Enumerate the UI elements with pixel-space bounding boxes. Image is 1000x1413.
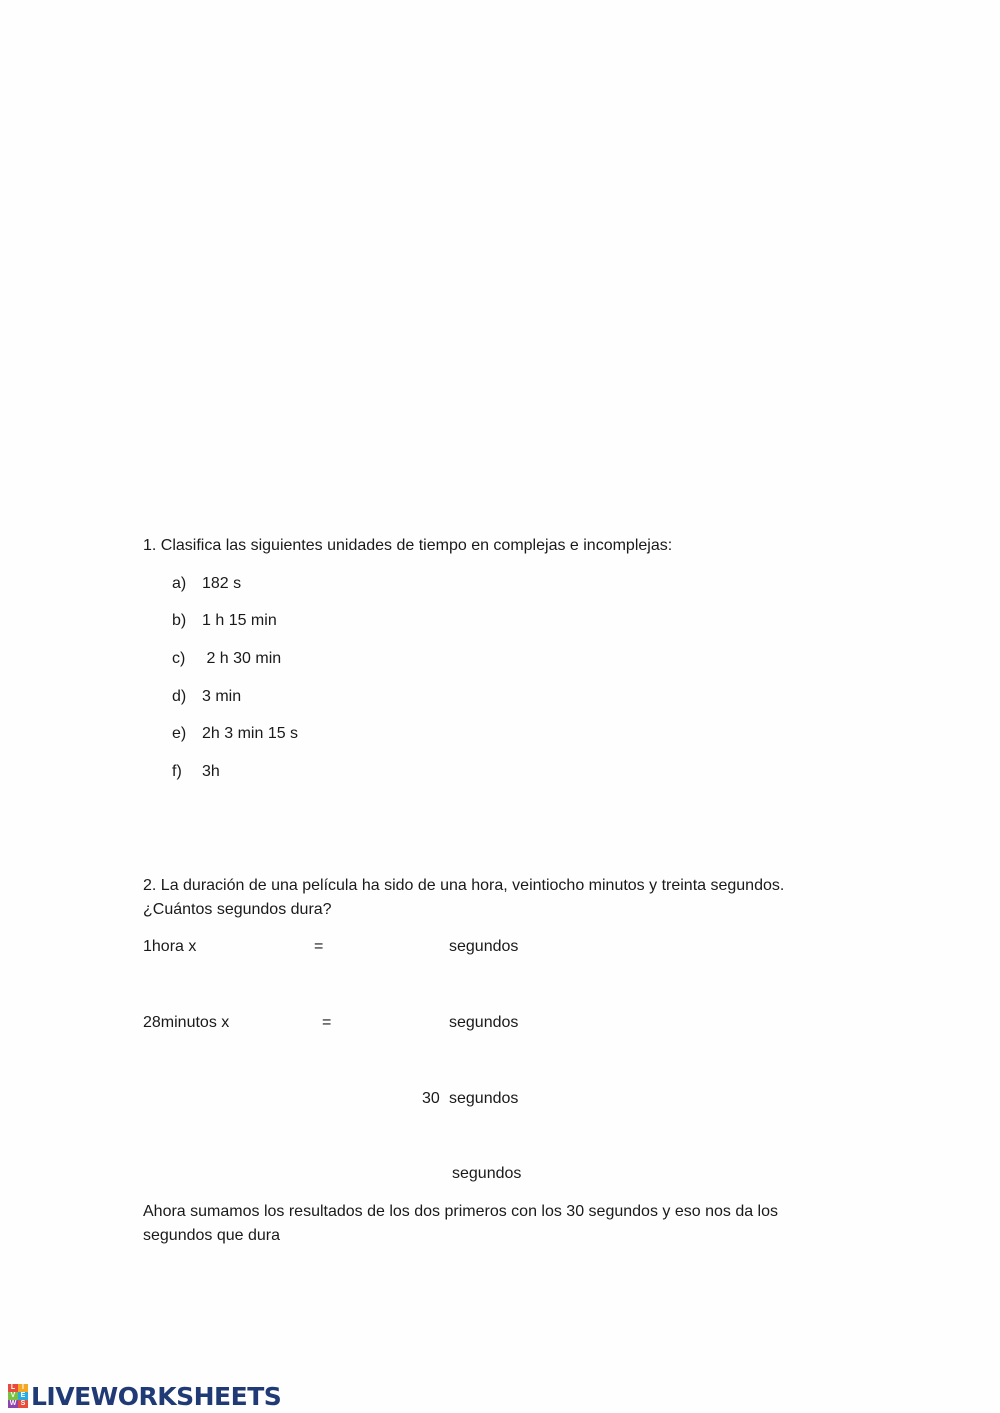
item-text: 3h <box>202 763 220 780</box>
logo-icon-cell: W <box>9 1400 17 1407</box>
liveworksheets-logo[interactable] <box>8 1381 281 1411</box>
question-2-prompt-line-1: 2. La duración de una película ha sido de una hora, veintiocho minutos y treinta segundos. <box>143 877 785 894</box>
logo-icon-cell: S <box>18 1400 28 1408</box>
minutes-label: 28minutos x <box>143 1014 230 1031</box>
question-2-prompt-line-2: ¿Cuántos segundos dura? <box>143 901 332 918</box>
item-letter: d) <box>172 688 187 705</box>
logo-icon-cell: V <box>8 1392 18 1400</box>
conclusion-line-1: Ahora sumamos los resultados de los dos primeros con los 30 segundos y eso nos da los <box>143 1203 779 1220</box>
item-text: 2 h 30 min <box>202 650 282 667</box>
item-text: 182 s <box>202 575 242 592</box>
logo-icon-cell: L <box>8 1384 18 1392</box>
item-letter: a) <box>172 575 187 592</box>
item-letter: e) <box>172 725 187 742</box>
item-text: 2h 3 min 15 s <box>202 725 299 742</box>
item-letter: b) <box>172 612 187 629</box>
item-text: 1 h 15 min <box>202 612 277 629</box>
item-letter: f) <box>172 763 182 780</box>
seconds-value: 30 <box>422 1090 440 1107</box>
unit-label: segundos <box>449 1090 519 1107</box>
hours-label: 1hora x <box>143 938 197 955</box>
item-text: 3 min <box>202 688 242 705</box>
logo-icon-cell: E <box>18 1392 28 1400</box>
equals-sign: = <box>322 1014 332 1031</box>
logo-text: LIVEWORKSHEETS <box>31 1381 282 1411</box>
item-letter: c) <box>172 650 186 667</box>
unit-label: segundos <box>449 1014 519 1031</box>
equals-sign: = <box>314 938 324 955</box>
unit-label: segundos <box>449 938 519 955</box>
conclusion-line-2: segundos que dura <box>143 1227 280 1244</box>
question-1-prompt: 1. Clasifica las siguientes unidades de tiempo en complejas e incomplejas: <box>143 537 673 554</box>
logo-icon-cell: I <box>18 1384 28 1392</box>
liveworksheets-logo-icon <box>8 1384 28 1408</box>
unit-label: segundos <box>452 1165 522 1182</box>
